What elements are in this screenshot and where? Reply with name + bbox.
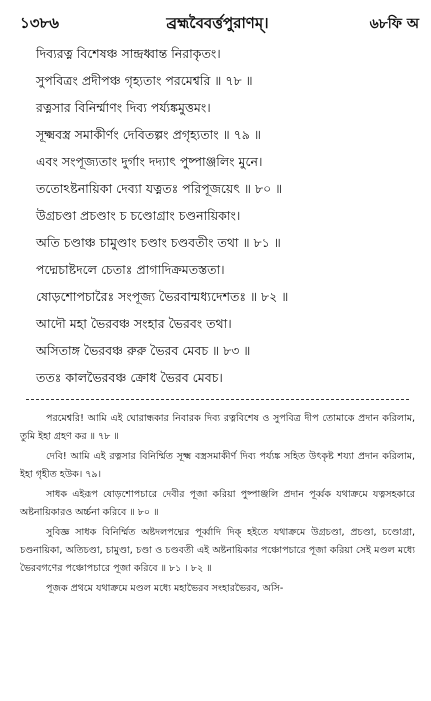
verse-line: দিব্যরত্ন বিশেষঞ্চ সান্দ্রধ্বান্ত নিরাকৃতং। <box>36 46 221 61</box>
verse-line: ততঃ কালভৈরবঞ্চ ক্রোধ ভৈরব মেবচ। <box>36 370 223 385</box>
commentary-paragraph: দেবি! আমি এই রত্নসার বিনির্ম্মিত সূক্ষ্ম বস্ত্রসমাকীর্ণ দিব্য পর্য্যঙ্ক সহিত উৎকৃষ্ট শয্যা প্রদান করিলাম, ইহা গৃহীত হউক। ৭৯। <box>20 451 415 480</box>
commentary-paragraph: পরমেশ্বরি! আমি এই ঘোরান্ধকার নিবারক দিব্য রত্নবিশেষ ও সুপবিত্র দীপ তোমাকে প্রদান করিলাম, তুমি ইহা গ্রহণ কর ॥ ৭৮ ॥ <box>20 413 415 442</box>
verse-line: সুপবিত্রং প্রদীপঞ্চ গৃহ্যতাং পরমেশ্বরি ॥ ৭৮ ॥ <box>36 73 253 88</box>
verse-line: রত্নসার বিনির্ম্মাণং দিব্য পর্য্যঙ্কমুত্তমং। <box>36 100 211 115</box>
commentary-paragraph: পূজক প্রথমে যথাক্রমে মণ্ডল মধ্যে মহাভৈরব সংহারভৈরব, অসি- <box>46 583 284 594</box>
verse-line: সূক্ষ্মবস্ত্র সমাকীর্ণং দেবিতল্পং প্রগৃহ্যতাং ॥ ৭৯ ॥ <box>36 127 261 142</box>
running-title: ব্রহ্মবৈবর্ত্তপুরাণম্। <box>166 14 269 32</box>
verse-line: এবং সংপূজ্যতাং দুর্গাং দদ্যাৎ পুষ্পাঞ্জলিং মুনে। <box>36 154 263 169</box>
page-number: ১৩৮৬ <box>20 14 59 32</box>
verse-line: উগ্রচণ্ডা প্রচণ্ডাং চ চণ্ডোগ্রাং চণ্ডনায়িকাং। <box>36 208 241 223</box>
sanskrit-verses <box>14 40 421 391</box>
verse-line: অতি চণ্ডাঞ্চ চামুণ্ডাং চণ্ডাং চণ্ডবতীং তথা ॥ ৮১ ॥ <box>36 235 281 250</box>
verse-line: পদ্মেচাষ্টদলে চেতাঃ প্রাগাদিক্রমতস্ততা। <box>36 262 225 277</box>
page-header <box>14 6 421 34</box>
section-divider <box>26 399 409 400</box>
commentary-paragraph: সাধক এইরূপ ষোড়শোপচারে দেবীর পূজা করিয়া পুষ্পাঞ্জলি প্রদান পূর্ব্বক যথাক্রমে যত্নসহকারে অষ্টনায়িকারও অর্চ্চনা করিবে ॥ ৮০ ॥ <box>20 489 415 518</box>
verse-line: ততোঽষ্টনায়িকা দেব্যা যত্নতঃ পরিপূজয়েৎ ॥ ৮০ ॥ <box>36 181 283 196</box>
commentary-paragraph: সুবিজ্ঞ সাধক বিনির্ম্মিত অষ্টদলপদ্মের পূর্ব্বাদি দিক্ হইতে যথাক্রমে উগ্রচণ্ডা, প্রচণ্ডা, চণ্ডোগ্রা, চণ্ডনায়িকা, অতিচণ্ডা, চামুণ্ডা, চণ্ডা ও চণ্ডবতী এই অষ্টনায়িকার পঞ্চোপচারে পূজা করিয়া সেই মণ্ডল মধ্যে ভৈরবগণের পঞ্চোপচারে পূজা করিবে ॥ ৮১ । ৮২ ॥ <box>20 527 415 574</box>
bengali-commentary <box>14 410 421 598</box>
verse-line: আদৌ মহা ভৈরবঞ্চ সংহার ভৈরবং তথা। <box>36 316 232 331</box>
verse-line: অসিতাঙ্গ ভৈরবঞ্চ রুরু ভৈরব মেবচ ॥ ৮৩ ॥ <box>36 343 251 358</box>
running-section: ৬৮ফি অ <box>369 16 419 32</box>
verse-line: ষোড়শোপচারৈঃ সংপূজ্য ভৈরবান্মধ্যদেশতঃ ॥ ৮২ ॥ <box>36 289 289 304</box>
